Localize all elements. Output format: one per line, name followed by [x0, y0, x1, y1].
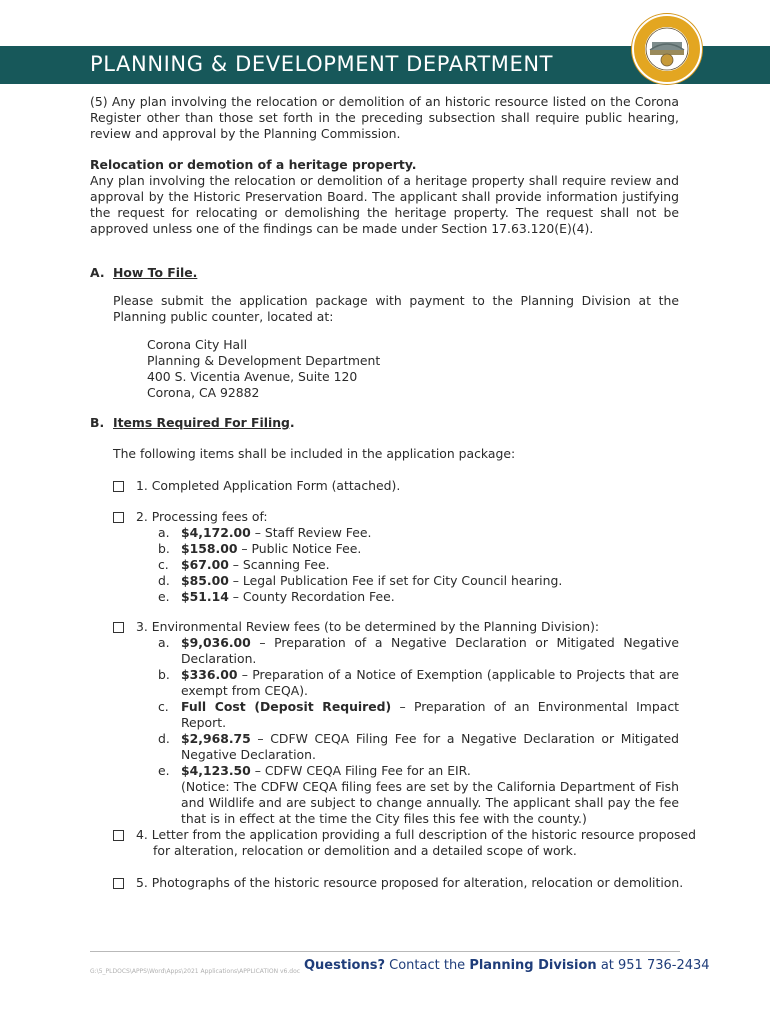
fee-row	[158, 557, 679, 573]
fee-desc: – Preparation of a Notice of Exemption (applicable to Projects that are exempt from CEQA).	[181, 667, 679, 698]
item-2-checkbox[interactable]	[113, 512, 124, 523]
section-a-title: How To File.	[113, 265, 198, 280]
item-4-checkbox[interactable]	[113, 830, 124, 841]
city-seal-icon	[632, 14, 702, 84]
fee-amount: Full Cost (Deposit Required)	[181, 699, 392, 714]
footer-phone: at 951 736-2434	[596, 958, 710, 973]
fee-desc: – CDFW CEQA Filing Fee for an EIR.	[250, 763, 471, 778]
fee-row	[158, 667, 679, 699]
section-b-title-suffix: .	[289, 415, 295, 430]
fee-desc: – County Recordation Fee.	[228, 589, 395, 604]
fee-desc: – Preparation of a Negative Declaration or Mitigated Negative Declaration.	[181, 635, 679, 666]
item-2-label: 2. Processing fees of:	[136, 509, 268, 524]
item-5-checkbox[interactable]	[113, 878, 124, 889]
fee-row	[158, 731, 679, 763]
item-5-text: 5. Photographs of the historic resource proposed for alteration, relocation or demolition.	[136, 875, 684, 890]
section-b-title-wrap	[113, 415, 295, 431]
footer-questions: Questions?	[304, 958, 385, 973]
fee-desc: – Scanning Fee.	[228, 557, 330, 572]
cdfw-notice: (Notice: The CDFW CEQA filing fees are set by the California Department of Fish and Wildlife and are subject to change annually. The applicant shall pay the fee that is in effect at the time the City files this fee with the county.)	[181, 779, 679, 826]
fee-desc: – Staff Review Fee.	[250, 525, 372, 540]
footer-file-path: G:\5_PLDOCS\APPS\Word\Apps\2021 Applications\APPLICATION v6.doc	[90, 968, 301, 975]
fee-desc: – Preparation of an Environmental Impact Report.	[181, 699, 679, 730]
item-1-checkbox[interactable]	[113, 481, 124, 492]
fee-letter: d.	[158, 731, 170, 746]
fee-row	[158, 541, 679, 557]
fee-letter: b.	[158, 667, 170, 682]
fee-letter: c.	[158, 557, 169, 572]
fee-desc: – Legal Publication Fee if set for City Council hearing.	[228, 573, 563, 588]
fee-letter: a.	[158, 635, 170, 650]
section-a-text: Please submit the application package with payment to the Planning Division at the Planning public counter, located at:	[113, 293, 679, 324]
fee-desc: – Public Notice Fee.	[237, 541, 362, 556]
page-title: PLANNING & DEVELOPMENT DEPARTMENT	[90, 52, 554, 76]
fee-letter: a.	[158, 525, 170, 540]
fee-row	[158, 699, 679, 731]
address-block	[147, 337, 380, 401]
fee-letter: e.	[158, 589, 170, 604]
address-line: Corona City Hall	[147, 337, 248, 352]
item-3-checkbox[interactable]	[113, 622, 124, 633]
fee-letter: d.	[158, 573, 170, 588]
section-a-letter: A.	[90, 265, 105, 280]
relocation-body: Any plan involving the relocation or demolition of a heritage property shall require review and approval by the Historic Preservation Board. The applicant shall provide information justifying the request for relocating or demolishing the heritage property. The request shall not be approved unless one of the findings can be made under Section 17.63.120(E)(4).	[90, 173, 679, 236]
relocation-heading: Relocation or demotion of a heritage property.	[90, 157, 417, 172]
address-line: Planning & Development Department	[147, 353, 381, 368]
fee-row	[158, 763, 679, 779]
fee-amount: $51.14	[181, 589, 229, 604]
fee-amount: $158.00	[181, 541, 238, 556]
fee-letter: c.	[158, 699, 169, 714]
item-3-label: 3. Environmental Review fees (to be determined by the Planning Division):	[136, 619, 600, 634]
fee-amount: $9,036.00	[181, 635, 251, 650]
fee-letter: b.	[158, 541, 170, 556]
footer-contact-text: Contact the	[385, 958, 470, 973]
fee-row	[158, 635, 679, 667]
intro-paragraph-5: (5) Any plan involving the relocation or demolition of an historic resource listed on the Corona Register other than those set forth in the preceding subsection shall require public hearing, review and approval by the Planning Commission.	[90, 94, 679, 141]
footer-division: Planning Division	[469, 958, 597, 973]
address-line: 400 S. Vicentia Avenue, Suite 120	[147, 369, 358, 384]
fee-amount: $4,123.50	[181, 763, 251, 778]
item-4-text: 4. Letter from the application providing a full description of the historic resource proposed for alteration, relocation or demolition and a detailed scope of work.	[136, 827, 697, 858]
footer-divider	[90, 951, 680, 952]
fee-letter: e.	[158, 763, 170, 778]
fee-amount: $336.00	[181, 667, 238, 682]
fee-row	[158, 573, 679, 589]
section-b-title: Items Required For Filing	[113, 415, 290, 430]
environmental-fees-list	[158, 635, 679, 827]
section-b-letter: B.	[90, 415, 105, 430]
fee-amount: $85.00	[181, 573, 229, 588]
fee-amount: $67.00	[181, 557, 229, 572]
fee-desc: – CDFW CEQA Filing Fee for a Negative Declaration or Mitigated Negative Declaration.	[181, 731, 679, 762]
item-1-text: 1. Completed Application Form (attached).	[136, 478, 401, 493]
section-b-intro: The following items shall be included in the application package:	[113, 446, 516, 461]
fee-amount: $2,968.75	[181, 731, 251, 746]
fee-row	[158, 589, 679, 605]
seal-artwork	[634, 16, 700, 82]
fee-row	[158, 525, 679, 541]
address-line: Corona, CA 92882	[147, 385, 260, 400]
fee-amount: $4,172.00	[181, 525, 251, 540]
processing-fees-list	[158, 525, 679, 605]
footer-contact	[304, 958, 710, 974]
